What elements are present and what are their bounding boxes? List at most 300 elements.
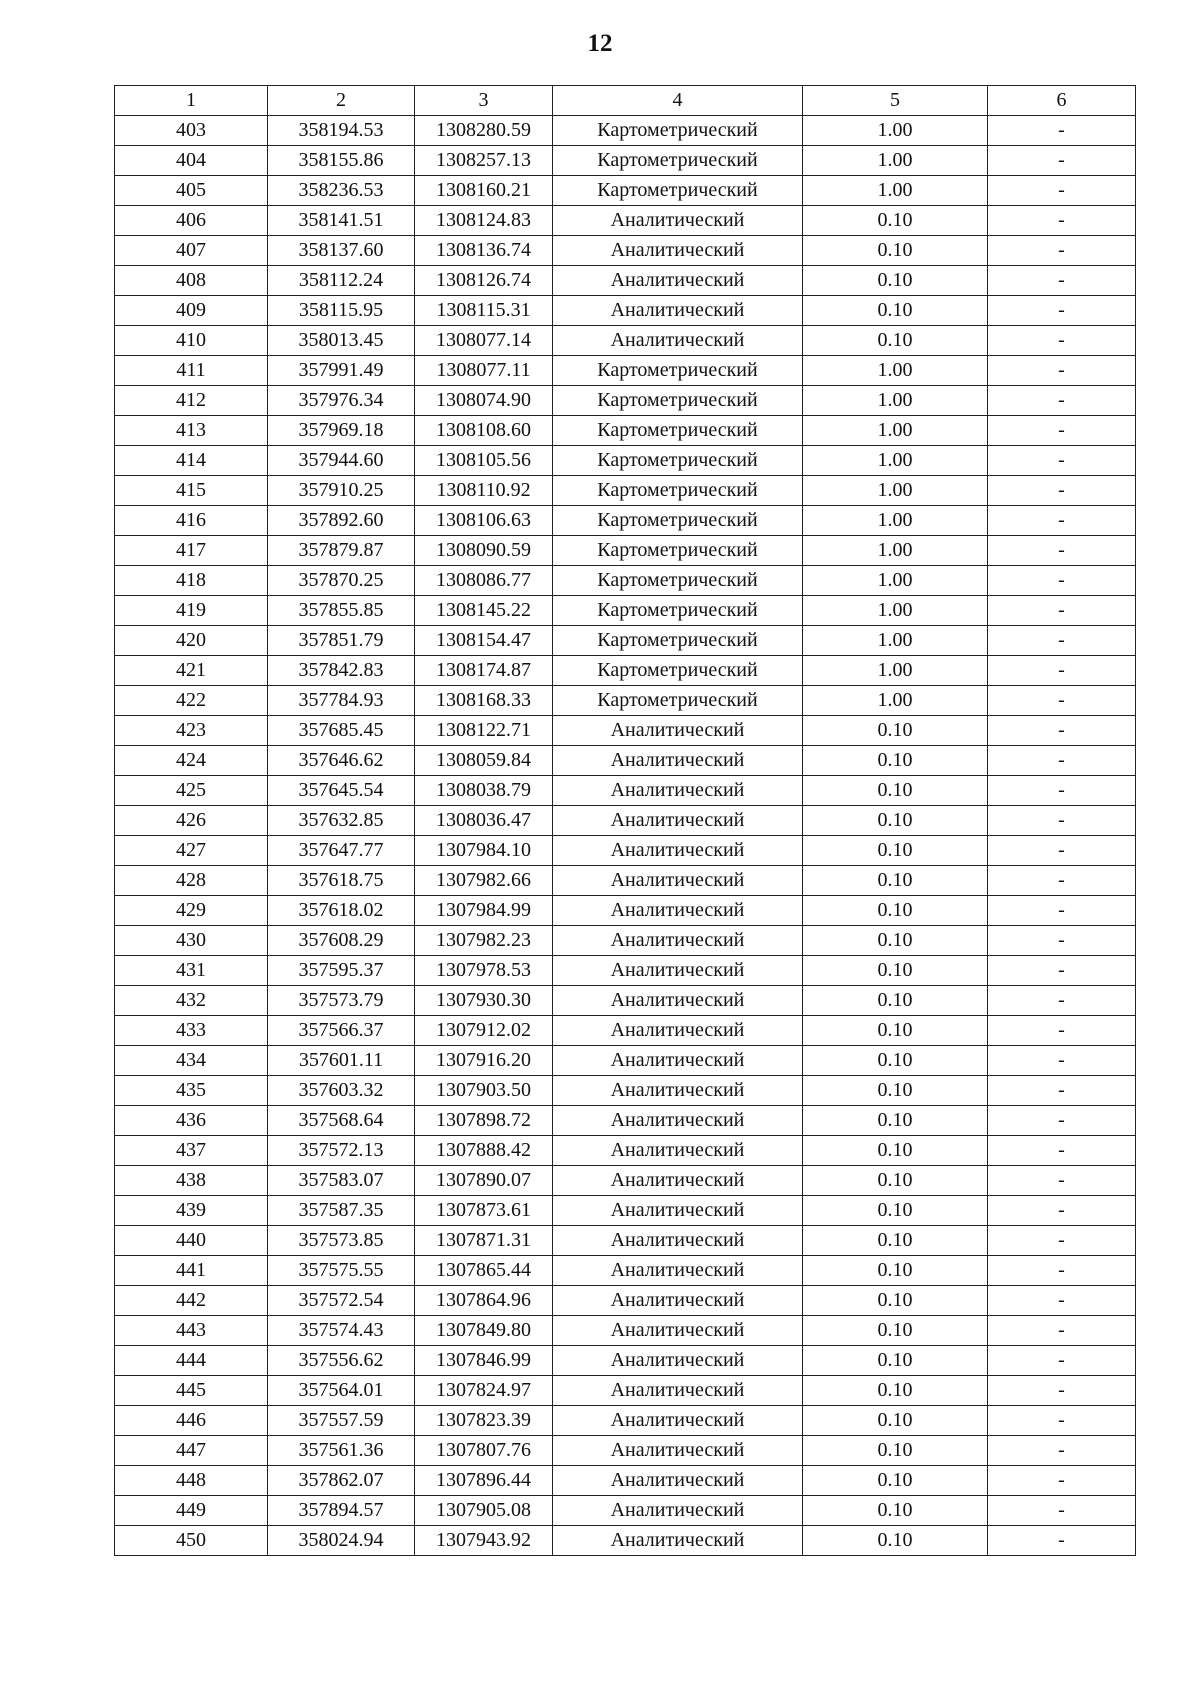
table-row (115, 926, 1136, 956)
note-cell: - (988, 236, 1136, 266)
note-cell: - (988, 116, 1136, 146)
x-coordinate-cell: 357646.62 (268, 746, 415, 776)
point-number-cell: 413 (115, 416, 268, 446)
accuracy-cell: 1.00 (803, 626, 988, 656)
table-row (115, 356, 1136, 386)
y-coordinate-cell: 1308038.79 (415, 776, 553, 806)
note-cell: - (988, 1496, 1136, 1526)
point-number-cell: 438 (115, 1166, 268, 1196)
method-cell: Аналитический (553, 1196, 803, 1226)
note-cell: - (988, 146, 1136, 176)
y-coordinate-cell: 1307978.53 (415, 956, 553, 986)
point-number-cell: 422 (115, 686, 268, 716)
y-coordinate-cell: 1308160.21 (415, 176, 553, 206)
table-row (115, 776, 1136, 806)
accuracy-cell: 0.10 (803, 1526, 988, 1556)
method-cell: Аналитический (553, 1286, 803, 1316)
table-row (115, 296, 1136, 326)
table-row (115, 656, 1136, 686)
note-cell: - (988, 956, 1136, 986)
accuracy-cell: 0.10 (803, 1226, 988, 1256)
accuracy-cell: 1.00 (803, 176, 988, 206)
point-number-cell: 427 (115, 836, 268, 866)
table-row (115, 836, 1136, 866)
column-header: 3 (415, 86, 553, 116)
table-header (115, 86, 1136, 116)
method-cell: Аналитический (553, 956, 803, 986)
x-coordinate-cell: 357647.77 (268, 836, 415, 866)
y-coordinate-cell: 1307898.72 (415, 1106, 553, 1136)
point-number-cell: 449 (115, 1496, 268, 1526)
y-coordinate-cell: 1308110.92 (415, 476, 553, 506)
y-coordinate-cell: 1307849.80 (415, 1316, 553, 1346)
method-cell: Аналитический (553, 266, 803, 296)
method-cell: Аналитический (553, 206, 803, 236)
accuracy-cell: 0.10 (803, 1106, 988, 1136)
accuracy-cell: 1.00 (803, 146, 988, 176)
y-coordinate-cell: 1307864.96 (415, 1286, 553, 1316)
point-number-cell: 420 (115, 626, 268, 656)
point-number-cell: 412 (115, 386, 268, 416)
method-cell: Аналитический (553, 1316, 803, 1346)
y-coordinate-cell: 1308074.90 (415, 386, 553, 416)
table-row (115, 956, 1136, 986)
accuracy-cell: 0.10 (803, 1376, 988, 1406)
x-coordinate-cell: 357601.11 (268, 1046, 415, 1076)
accuracy-cell: 1.00 (803, 386, 988, 416)
accuracy-cell: 0.10 (803, 206, 988, 236)
table-row (115, 1466, 1136, 1496)
table-row (115, 1256, 1136, 1286)
table-row (115, 386, 1136, 416)
table-row (115, 1316, 1136, 1346)
note-cell: - (988, 266, 1136, 296)
method-cell: Картометрический (553, 686, 803, 716)
accuracy-cell: 1.00 (803, 356, 988, 386)
note-cell: - (988, 986, 1136, 1016)
table-row (115, 1526, 1136, 1556)
coordinates-table (114, 85, 1136, 1556)
y-coordinate-cell: 1308154.47 (415, 626, 553, 656)
method-cell: Аналитический (553, 1046, 803, 1076)
accuracy-cell: 0.10 (803, 956, 988, 986)
accuracy-cell: 0.10 (803, 1436, 988, 1466)
table-row (115, 596, 1136, 626)
note-cell: - (988, 476, 1136, 506)
x-coordinate-cell: 357608.29 (268, 926, 415, 956)
point-number-cell: 428 (115, 866, 268, 896)
table-row (115, 1196, 1136, 1226)
table-row (115, 146, 1136, 176)
x-coordinate-cell: 357894.57 (268, 1496, 415, 1526)
point-number-cell: 418 (115, 566, 268, 596)
accuracy-cell: 0.10 (803, 1346, 988, 1376)
note-cell: - (988, 1346, 1136, 1376)
x-coordinate-cell: 357879.87 (268, 536, 415, 566)
table-row (115, 1496, 1136, 1526)
method-cell: Аналитический (553, 866, 803, 896)
accuracy-cell: 0.10 (803, 896, 988, 926)
method-cell: Картометрический (553, 626, 803, 656)
method-cell: Аналитический (553, 1436, 803, 1466)
x-coordinate-cell: 357556.62 (268, 1346, 415, 1376)
x-coordinate-cell: 358112.24 (268, 266, 415, 296)
method-cell: Аналитический (553, 1256, 803, 1286)
x-coordinate-cell: 358141.51 (268, 206, 415, 236)
x-coordinate-cell: 357575.55 (268, 1256, 415, 1286)
method-cell: Картометрический (553, 176, 803, 206)
method-cell: Аналитический (553, 806, 803, 836)
accuracy-cell: 0.10 (803, 746, 988, 776)
accuracy-cell: 0.10 (803, 296, 988, 326)
point-number-cell: 405 (115, 176, 268, 206)
note-cell: - (988, 1196, 1136, 1226)
method-cell: Картометрический (553, 146, 803, 176)
table-row (115, 896, 1136, 926)
x-coordinate-cell: 358013.45 (268, 326, 415, 356)
table-row (115, 1016, 1136, 1046)
accuracy-cell: 1.00 (803, 476, 988, 506)
table-row (115, 746, 1136, 776)
column-header: 6 (988, 86, 1136, 116)
note-cell: - (988, 896, 1136, 926)
point-number-cell: 433 (115, 1016, 268, 1046)
point-number-cell: 408 (115, 266, 268, 296)
accuracy-cell: 0.10 (803, 1256, 988, 1286)
note-cell: - (988, 596, 1136, 626)
point-number-cell: 404 (115, 146, 268, 176)
note-cell: - (988, 806, 1136, 836)
note-cell: - (988, 1316, 1136, 1346)
accuracy-cell: 0.10 (803, 806, 988, 836)
method-cell: Аналитический (553, 1136, 803, 1166)
method-cell: Картометрический (553, 386, 803, 416)
note-cell: - (988, 1076, 1136, 1106)
method-cell: Аналитический (553, 296, 803, 326)
point-number-cell: 403 (115, 116, 268, 146)
x-coordinate-cell: 357870.25 (268, 566, 415, 596)
note-cell: - (988, 686, 1136, 716)
page-number: 12 (587, 30, 613, 57)
accuracy-cell: 0.10 (803, 1016, 988, 1046)
note-cell: - (988, 656, 1136, 686)
y-coordinate-cell: 1307888.42 (415, 1136, 553, 1166)
method-cell: Аналитический (553, 236, 803, 266)
point-number-cell: 409 (115, 296, 268, 326)
accuracy-cell: 0.10 (803, 716, 988, 746)
method-cell: Картометрический (553, 356, 803, 386)
table-row (115, 116, 1136, 146)
note-cell: - (988, 1166, 1136, 1196)
note-cell: - (988, 206, 1136, 236)
method-cell: Картометрический (553, 536, 803, 566)
point-number-cell: 425 (115, 776, 268, 806)
y-coordinate-cell: 1308126.74 (415, 266, 553, 296)
point-number-cell: 448 (115, 1466, 268, 1496)
table-row (115, 416, 1136, 446)
y-coordinate-cell: 1307916.20 (415, 1046, 553, 1076)
x-coordinate-cell: 357842.83 (268, 656, 415, 686)
note-cell: - (988, 1226, 1136, 1256)
point-number-cell: 410 (115, 326, 268, 356)
table-row (115, 1226, 1136, 1256)
x-coordinate-cell: 357574.43 (268, 1316, 415, 1346)
point-number-cell: 432 (115, 986, 268, 1016)
point-number-cell: 450 (115, 1526, 268, 1556)
table-row (115, 686, 1136, 716)
method-cell: Картометрический (553, 596, 803, 626)
x-coordinate-cell: 357557.59 (268, 1406, 415, 1436)
point-number-cell: 441 (115, 1256, 268, 1286)
note-cell: - (988, 1046, 1136, 1076)
table-row (115, 806, 1136, 836)
method-cell: Картометрический (553, 566, 803, 596)
accuracy-cell: 0.10 (803, 776, 988, 806)
header-row (115, 86, 1136, 116)
accuracy-cell: 0.10 (803, 1466, 988, 1496)
note-cell: - (988, 1466, 1136, 1496)
y-coordinate-cell: 1308077.14 (415, 326, 553, 356)
method-cell: Аналитический (553, 746, 803, 776)
note-cell: - (988, 1016, 1136, 1046)
column-header: 4 (553, 86, 803, 116)
x-coordinate-cell: 357561.36 (268, 1436, 415, 1466)
note-cell: - (988, 1256, 1136, 1286)
x-coordinate-cell: 358115.95 (268, 296, 415, 326)
x-coordinate-cell: 357862.07 (268, 1466, 415, 1496)
table-row (115, 236, 1136, 266)
point-number-cell: 419 (115, 596, 268, 626)
table-row (115, 446, 1136, 476)
y-coordinate-cell: 1308174.87 (415, 656, 553, 686)
table-row (115, 566, 1136, 596)
method-cell: Аналитический (553, 716, 803, 746)
y-coordinate-cell: 1307871.31 (415, 1226, 553, 1256)
y-coordinate-cell: 1307896.44 (415, 1466, 553, 1496)
note-cell: - (988, 1136, 1136, 1166)
y-coordinate-cell: 1308106.63 (415, 506, 553, 536)
table-row (115, 986, 1136, 1016)
table-row (115, 476, 1136, 506)
note-cell: - (988, 1526, 1136, 1556)
method-cell: Картометрический (553, 116, 803, 146)
accuracy-cell: 0.10 (803, 926, 988, 956)
y-coordinate-cell: 1308108.60 (415, 416, 553, 446)
note-cell: - (988, 566, 1136, 596)
x-coordinate-cell: 357685.45 (268, 716, 415, 746)
y-coordinate-cell: 1307903.50 (415, 1076, 553, 1106)
accuracy-cell: 0.10 (803, 326, 988, 356)
y-coordinate-cell: 1307873.61 (415, 1196, 553, 1226)
x-coordinate-cell: 357910.25 (268, 476, 415, 506)
accuracy-cell: 1.00 (803, 566, 988, 596)
method-cell: Аналитический (553, 896, 803, 926)
method-cell: Аналитический (553, 1466, 803, 1496)
column-header: 2 (268, 86, 415, 116)
point-number-cell: 415 (115, 476, 268, 506)
y-coordinate-cell: 1307912.02 (415, 1016, 553, 1046)
point-number-cell: 417 (115, 536, 268, 566)
x-coordinate-cell: 357595.37 (268, 956, 415, 986)
point-number-cell: 429 (115, 896, 268, 926)
x-coordinate-cell: 357618.02 (268, 896, 415, 926)
x-coordinate-cell: 357618.75 (268, 866, 415, 896)
table-row (115, 1286, 1136, 1316)
method-cell: Картометрический (553, 506, 803, 536)
y-coordinate-cell: 1307823.39 (415, 1406, 553, 1436)
x-coordinate-cell: 357572.13 (268, 1136, 415, 1166)
point-number-cell: 407 (115, 236, 268, 266)
method-cell: Аналитический (553, 1106, 803, 1136)
note-cell: - (988, 776, 1136, 806)
note-cell: - (988, 176, 1136, 206)
accuracy-cell: 1.00 (803, 596, 988, 626)
point-number-cell: 423 (115, 716, 268, 746)
x-coordinate-cell: 358194.53 (268, 116, 415, 146)
note-cell: - (988, 326, 1136, 356)
note-cell: - (988, 836, 1136, 866)
table-row (115, 1106, 1136, 1136)
table-row (115, 716, 1136, 746)
note-cell: - (988, 536, 1136, 566)
accuracy-cell: 0.10 (803, 1166, 988, 1196)
y-coordinate-cell: 1307905.08 (415, 1496, 553, 1526)
point-number-cell: 411 (115, 356, 268, 386)
note-cell: - (988, 446, 1136, 476)
x-coordinate-cell: 357632.85 (268, 806, 415, 836)
method-cell: Аналитический (553, 1016, 803, 1046)
y-coordinate-cell: 1308168.33 (415, 686, 553, 716)
accuracy-cell: 0.10 (803, 236, 988, 266)
method-cell: Аналитический (553, 986, 803, 1016)
method-cell: Картометрический (553, 476, 803, 506)
y-coordinate-cell: 1308105.56 (415, 446, 553, 476)
y-coordinate-cell: 1307984.10 (415, 836, 553, 866)
y-coordinate-cell: 1308059.84 (415, 746, 553, 776)
accuracy-cell: 0.10 (803, 866, 988, 896)
point-number-cell: 424 (115, 746, 268, 776)
y-coordinate-cell: 1308090.59 (415, 536, 553, 566)
y-coordinate-cell: 1308145.22 (415, 596, 553, 626)
table-body (115, 116, 1136, 1556)
y-coordinate-cell: 1307930.30 (415, 986, 553, 1016)
table-row (115, 866, 1136, 896)
note-cell: - (988, 1376, 1136, 1406)
method-cell: Аналитический (553, 326, 803, 356)
note-cell: - (988, 1106, 1136, 1136)
point-number-cell: 447 (115, 1436, 268, 1466)
y-coordinate-cell: 1308077.11 (415, 356, 553, 386)
x-coordinate-cell: 357855.85 (268, 596, 415, 626)
x-coordinate-cell: 357566.37 (268, 1016, 415, 1046)
y-coordinate-cell: 1307865.44 (415, 1256, 553, 1286)
accuracy-cell: 0.10 (803, 836, 988, 866)
point-number-cell: 446 (115, 1406, 268, 1436)
accuracy-cell: 0.10 (803, 1316, 988, 1346)
table-row (115, 1166, 1136, 1196)
accuracy-cell: 1.00 (803, 656, 988, 686)
note-cell: - (988, 1286, 1136, 1316)
table-row (115, 206, 1136, 236)
y-coordinate-cell: 1308124.83 (415, 206, 553, 236)
x-coordinate-cell: 357573.79 (268, 986, 415, 1016)
method-cell: Аналитический (553, 1496, 803, 1526)
point-number-cell: 437 (115, 1136, 268, 1166)
x-coordinate-cell: 357572.54 (268, 1286, 415, 1316)
y-coordinate-cell: 1308257.13 (415, 146, 553, 176)
x-coordinate-cell: 357587.35 (268, 1196, 415, 1226)
accuracy-cell: 1.00 (803, 536, 988, 566)
x-coordinate-cell: 358155.86 (268, 146, 415, 176)
table-row (115, 326, 1136, 356)
accuracy-cell: 0.10 (803, 1196, 988, 1226)
x-coordinate-cell: 358236.53 (268, 176, 415, 206)
x-coordinate-cell: 357573.85 (268, 1226, 415, 1256)
point-number-cell: 440 (115, 1226, 268, 1256)
accuracy-cell: 0.10 (803, 986, 988, 1016)
point-number-cell: 442 (115, 1286, 268, 1316)
table-row (115, 266, 1136, 296)
note-cell: - (988, 866, 1136, 896)
y-coordinate-cell: 1307824.97 (415, 1376, 553, 1406)
table-row (115, 1076, 1136, 1106)
point-number-cell: 444 (115, 1346, 268, 1376)
x-coordinate-cell: 357944.60 (268, 446, 415, 476)
method-cell: Аналитический (553, 1406, 803, 1436)
y-coordinate-cell: 1307982.66 (415, 866, 553, 896)
x-coordinate-cell: 357851.79 (268, 626, 415, 656)
point-number-cell: 421 (115, 656, 268, 686)
table-row (115, 1376, 1136, 1406)
note-cell: - (988, 716, 1136, 746)
point-number-cell: 406 (115, 206, 268, 236)
method-cell: Аналитический (553, 1526, 803, 1556)
table-row (115, 536, 1136, 566)
method-cell: Картометрический (553, 446, 803, 476)
x-coordinate-cell: 357991.49 (268, 356, 415, 386)
x-coordinate-cell: 357784.93 (268, 686, 415, 716)
column-header: 1 (115, 86, 268, 116)
accuracy-cell: 0.10 (803, 1076, 988, 1106)
method-cell: Аналитический (553, 1076, 803, 1106)
table-row (115, 1346, 1136, 1376)
method-cell: Аналитический (553, 836, 803, 866)
point-number-cell: 430 (115, 926, 268, 956)
method-cell: Аналитический (553, 1376, 803, 1406)
note-cell: - (988, 416, 1136, 446)
y-coordinate-cell: 1308280.59 (415, 116, 553, 146)
method-cell: Аналитический (553, 1346, 803, 1376)
table-row (115, 506, 1136, 536)
y-coordinate-cell: 1307846.99 (415, 1346, 553, 1376)
accuracy-cell: 0.10 (803, 1406, 988, 1436)
y-coordinate-cell: 1308136.74 (415, 236, 553, 266)
accuracy-cell: 0.10 (803, 1136, 988, 1166)
x-coordinate-cell: 358024.94 (268, 1526, 415, 1556)
table-row (115, 1136, 1136, 1166)
point-number-cell: 434 (115, 1046, 268, 1076)
method-cell: Картометрический (553, 656, 803, 686)
method-cell: Аналитический (553, 1226, 803, 1256)
accuracy-cell: 0.10 (803, 1286, 988, 1316)
x-coordinate-cell: 357969.18 (268, 416, 415, 446)
note-cell: - (988, 356, 1136, 386)
accuracy-cell: 0.10 (803, 1046, 988, 1076)
x-coordinate-cell: 357892.60 (268, 506, 415, 536)
y-coordinate-cell: 1307982.23 (415, 926, 553, 956)
table-row (115, 176, 1136, 206)
point-number-cell: 436 (115, 1106, 268, 1136)
